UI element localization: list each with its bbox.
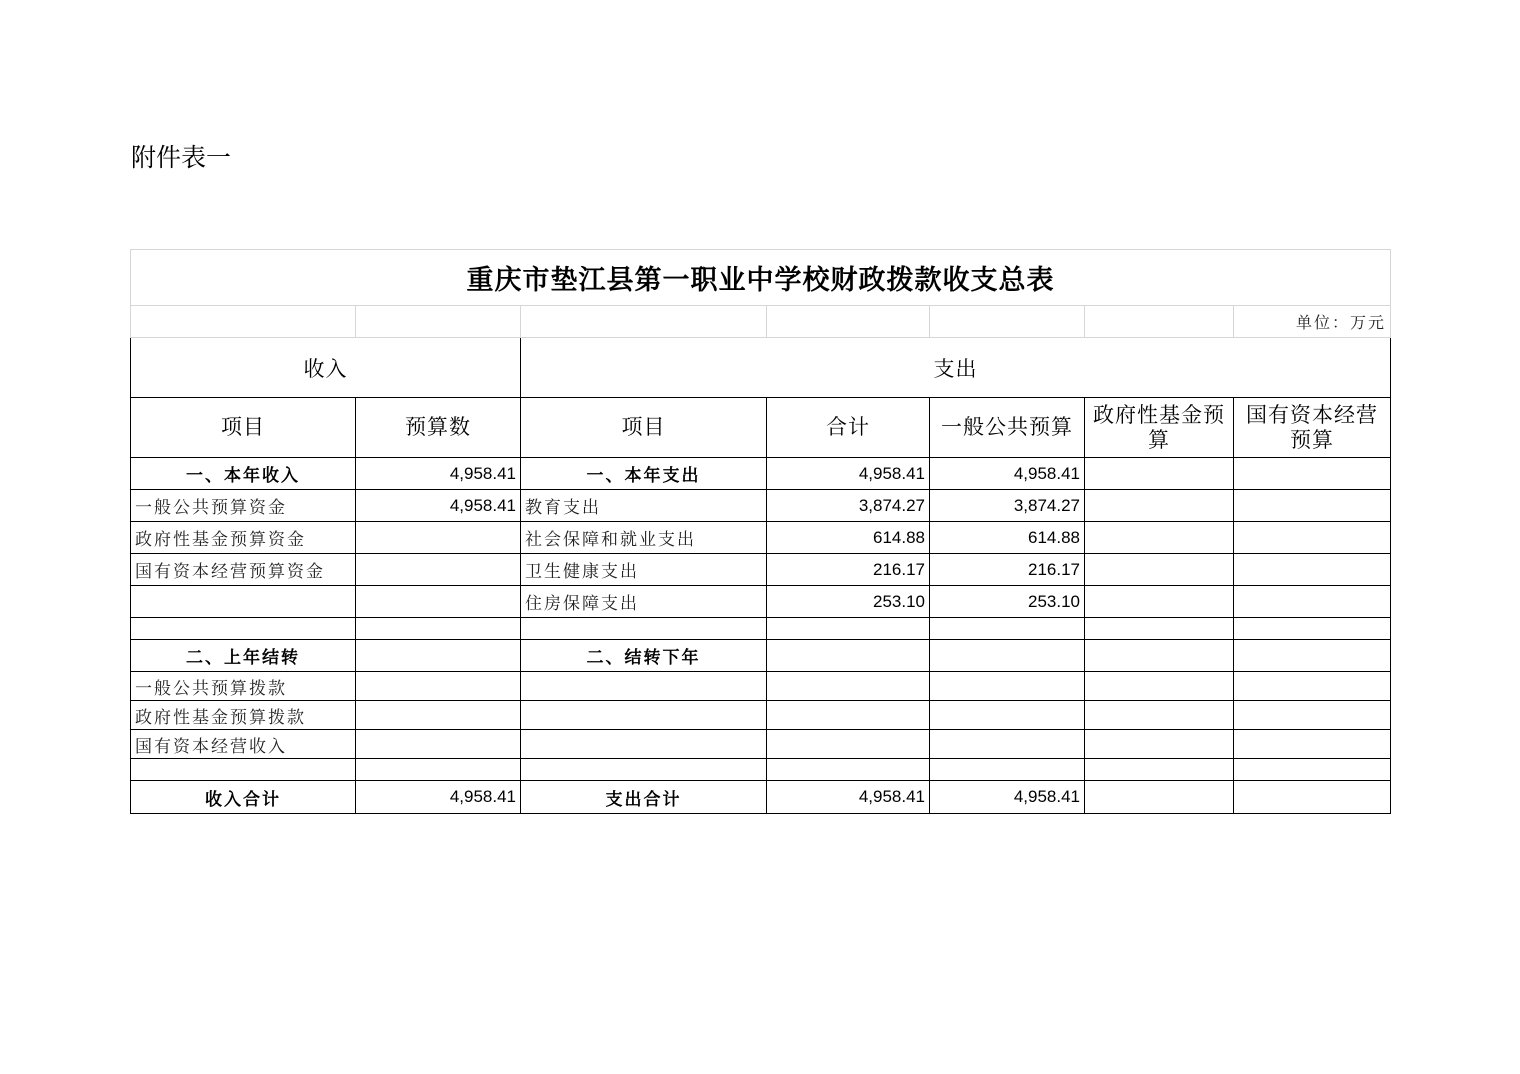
column-header-income-item: 项目 bbox=[131, 398, 356, 458]
general-public-cell bbox=[930, 701, 1085, 730]
income-budget-cell bbox=[356, 672, 521, 701]
expense-section-header: 支出 bbox=[521, 338, 1391, 398]
total-cell bbox=[767, 701, 930, 730]
general-public-cell bbox=[930, 759, 1085, 781]
expense-total-label: 支出合计 bbox=[521, 781, 767, 814]
income-item-cell: 一般公共预算拨款 bbox=[131, 672, 356, 701]
gov-fund-cell bbox=[1085, 759, 1234, 781]
column-header-total: 合计 bbox=[767, 398, 930, 458]
gov-fund-cell bbox=[1085, 490, 1234, 522]
state-capital-cell bbox=[1234, 759, 1391, 781]
gov-fund-cell bbox=[1085, 618, 1234, 640]
state-capital-cell bbox=[1234, 554, 1391, 586]
income-total-label: 收入合计 bbox=[131, 781, 356, 814]
state-capital-cell bbox=[1234, 730, 1391, 759]
income-budget-cell bbox=[356, 640, 521, 672]
expense-item-cell: 二、结转下年 bbox=[521, 640, 767, 672]
expense-item-cell: 卫生健康支出 bbox=[521, 554, 767, 586]
general-public-cell bbox=[930, 672, 1085, 701]
column-header-gov-fund: 政府性基金预算 bbox=[1085, 398, 1234, 458]
state-capital-cell bbox=[1234, 701, 1391, 730]
general-public-cell: 3,874.27 bbox=[930, 490, 1085, 522]
state-capital-cell bbox=[1234, 490, 1391, 522]
gov-fund-cell bbox=[1085, 522, 1234, 554]
total-cell bbox=[767, 730, 930, 759]
table-row bbox=[131, 586, 1391, 618]
table-row bbox=[131, 672, 1391, 701]
general-public-cell: 614.88 bbox=[930, 522, 1085, 554]
general-public-cell: 216.17 bbox=[930, 554, 1085, 586]
table-row bbox=[131, 458, 1391, 490]
gov-fund-cell bbox=[1085, 458, 1234, 490]
total-cell bbox=[767, 672, 930, 701]
total-cell: 614.88 bbox=[767, 522, 930, 554]
expense-item-cell: 社会保障和就业支出 bbox=[521, 522, 767, 554]
table-row bbox=[131, 522, 1391, 554]
income-budget-cell bbox=[356, 730, 521, 759]
total-cell bbox=[767, 640, 930, 672]
general-public-cell: 4,958.41 bbox=[930, 458, 1085, 490]
income-item-cell bbox=[131, 618, 356, 640]
income-item-cell: 政府性基金预算拨款 bbox=[131, 701, 356, 730]
table-row bbox=[131, 730, 1391, 759]
expense-item-cell: 住房保障支出 bbox=[521, 586, 767, 618]
income-budget-cell bbox=[356, 586, 521, 618]
state-capital-cell bbox=[1234, 458, 1391, 490]
table-row bbox=[131, 640, 1391, 672]
expense-item-cell bbox=[521, 730, 767, 759]
total-cell: 253.10 bbox=[767, 586, 930, 618]
state-capital-cell bbox=[1234, 586, 1391, 618]
general-public-cell: 253.10 bbox=[930, 586, 1085, 618]
blank-cell bbox=[930, 306, 1085, 338]
blank-cell bbox=[131, 306, 356, 338]
blank-cell bbox=[767, 306, 930, 338]
budget-summary-table bbox=[130, 249, 1391, 814]
totals-row bbox=[131, 781, 1391, 814]
income-item-cell: 一般公共预算资金 bbox=[131, 490, 356, 522]
gov-fund-cell bbox=[1085, 672, 1234, 701]
income-budget-cell: 4,958.41 bbox=[356, 458, 521, 490]
income-item-cell bbox=[131, 759, 356, 781]
column-header-state-capital: 国有资本经营预算 bbox=[1234, 398, 1391, 458]
column-header-income-budget: 预算数 bbox=[356, 398, 521, 458]
column-header-expense-item: 项目 bbox=[521, 398, 767, 458]
total-cell: 4,958.41 bbox=[767, 458, 930, 490]
total-cell: 216.17 bbox=[767, 554, 930, 586]
state-capital-cell bbox=[1234, 640, 1391, 672]
income-item-cell: 一、本年收入 bbox=[131, 458, 356, 490]
column-header-general-public: 一般公共预算 bbox=[930, 398, 1085, 458]
gov-fund-cell bbox=[1085, 554, 1234, 586]
general-public-cell bbox=[930, 640, 1085, 672]
gov-fund-cell bbox=[1085, 701, 1234, 730]
table-title: 重庆市垫江县第一职业中学校财政拨款收支总表 bbox=[131, 250, 1391, 306]
general-public-cell bbox=[930, 730, 1085, 759]
total-cell bbox=[767, 759, 930, 781]
income-item-cell: 国有资本经营预算资金 bbox=[131, 554, 356, 586]
unit-label: 单位：万元 bbox=[1234, 306, 1391, 338]
table-row bbox=[131, 554, 1391, 586]
total-cell: 3,874.27 bbox=[767, 490, 930, 522]
expense-item-cell bbox=[521, 759, 767, 781]
income-budget-cell: 4,958.41 bbox=[356, 490, 521, 522]
income-item-cell bbox=[131, 586, 356, 618]
state-capital-total-value bbox=[1234, 781, 1391, 814]
general-public-cell bbox=[930, 618, 1085, 640]
expense-item-cell: 一、本年支出 bbox=[521, 458, 767, 490]
expense-item-cell bbox=[521, 618, 767, 640]
gov-fund-total-value bbox=[1085, 781, 1234, 814]
total-cell bbox=[767, 618, 930, 640]
table-row bbox=[131, 759, 1391, 781]
gov-fund-cell bbox=[1085, 730, 1234, 759]
expense-total-value: 4,958.41 bbox=[767, 781, 930, 814]
income-budget-cell bbox=[356, 759, 521, 781]
income-item-cell: 国有资本经营收入 bbox=[131, 730, 356, 759]
expense-item-cell bbox=[521, 701, 767, 730]
general-public-total-value: 4,958.41 bbox=[930, 781, 1085, 814]
attachment-label: 附件表一 bbox=[131, 143, 232, 172]
table-row bbox=[131, 701, 1391, 730]
blank-cell bbox=[521, 306, 767, 338]
state-capital-cell bbox=[1234, 522, 1391, 554]
blank-cell bbox=[1085, 306, 1234, 338]
table-row bbox=[131, 490, 1391, 522]
expense-item-cell bbox=[521, 672, 767, 701]
expense-item-cell: 教育支出 bbox=[521, 490, 767, 522]
state-capital-cell bbox=[1234, 672, 1391, 701]
income-budget-cell bbox=[356, 618, 521, 640]
table-row bbox=[131, 618, 1391, 640]
income-budget-cell bbox=[356, 701, 521, 730]
gov-fund-cell bbox=[1085, 586, 1234, 618]
income-total-value: 4,958.41 bbox=[356, 781, 521, 814]
income-budget-cell bbox=[356, 522, 521, 554]
state-capital-cell bbox=[1234, 618, 1391, 640]
income-item-cell: 二、上年结转 bbox=[131, 640, 356, 672]
gov-fund-cell bbox=[1085, 640, 1234, 672]
blank-cell bbox=[356, 306, 521, 338]
income-item-cell: 政府性基金预算资金 bbox=[131, 522, 356, 554]
income-section-header: 收入 bbox=[131, 338, 521, 398]
income-budget-cell bbox=[356, 554, 521, 586]
